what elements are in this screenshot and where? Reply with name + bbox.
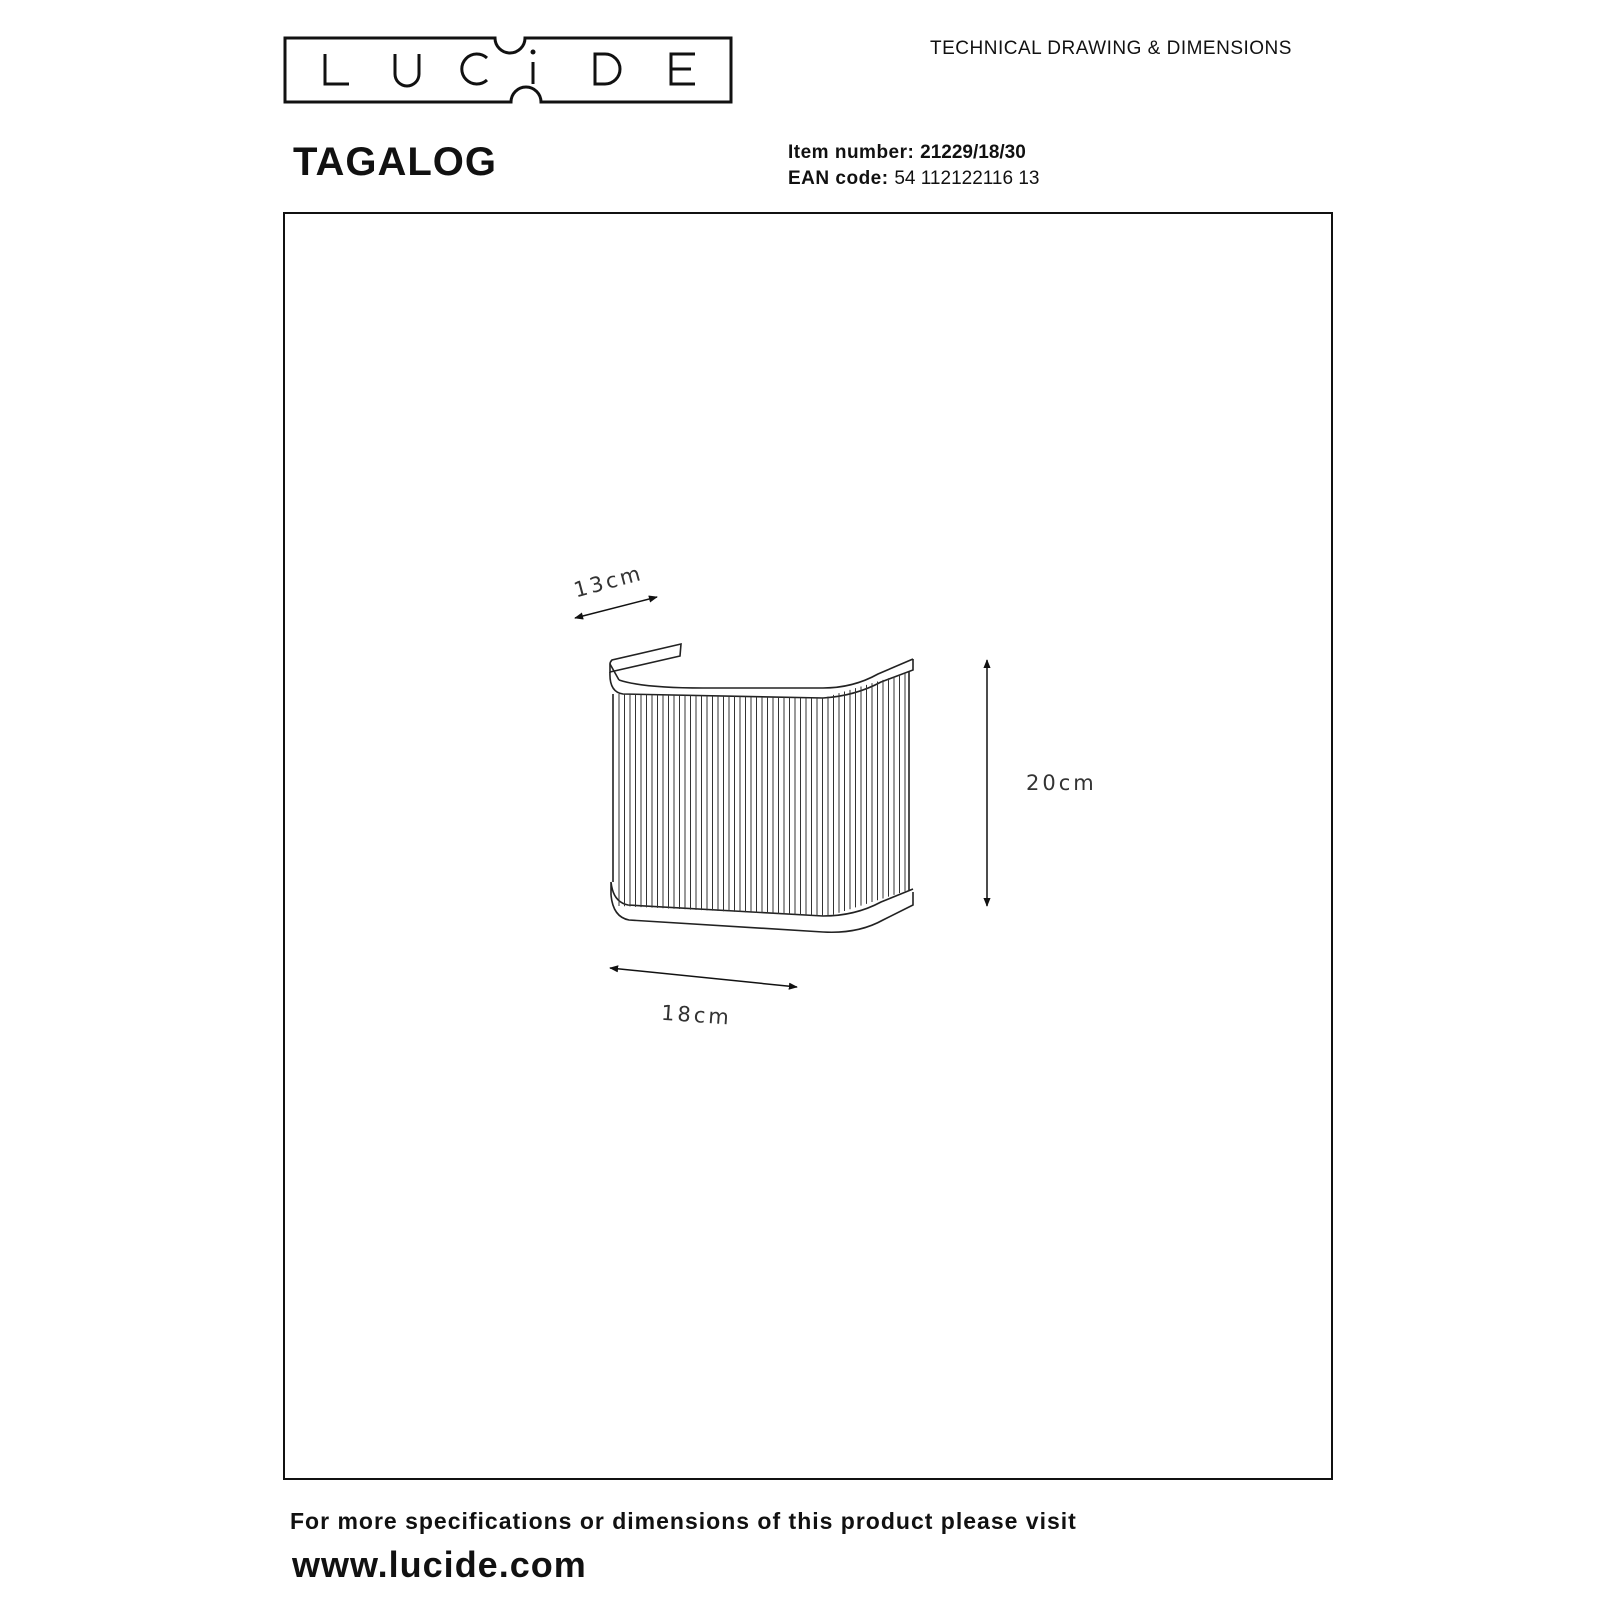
item-number-line: Item number: 21229/18/30 xyxy=(788,142,1026,163)
ribbed-panel xyxy=(619,673,905,916)
width-label: 18cm xyxy=(660,1000,733,1030)
item-number-value: 21229/18/30 xyxy=(920,142,1026,163)
item-info xyxy=(788,140,1039,192)
lucide-logo xyxy=(283,36,733,104)
height-label: 20cm xyxy=(1026,771,1097,795)
technical-drawing xyxy=(283,212,1333,1480)
ean-line: EAN code: 54 112122116 13 xyxy=(788,168,1040,189)
depth-label: 13cm xyxy=(571,560,646,603)
product-name: TAGALOG xyxy=(293,140,498,184)
depth-dimension-line xyxy=(575,597,657,618)
document-type-label: TECHNICAL DRAWING & DIMENSIONS xyxy=(930,38,1292,59)
wall-lamp-shape xyxy=(610,644,913,932)
website-link[interactable]: www.lucide.com xyxy=(292,1544,587,1585)
ean-label: EAN code xyxy=(788,168,882,189)
width-dimension-line xyxy=(610,968,797,987)
ean-value: 54 112122116 13 xyxy=(894,168,1040,189)
item-number-label: Item number xyxy=(788,142,908,163)
footer-note: For more specifications or dimensions of this product please visit xyxy=(290,1508,1077,1534)
